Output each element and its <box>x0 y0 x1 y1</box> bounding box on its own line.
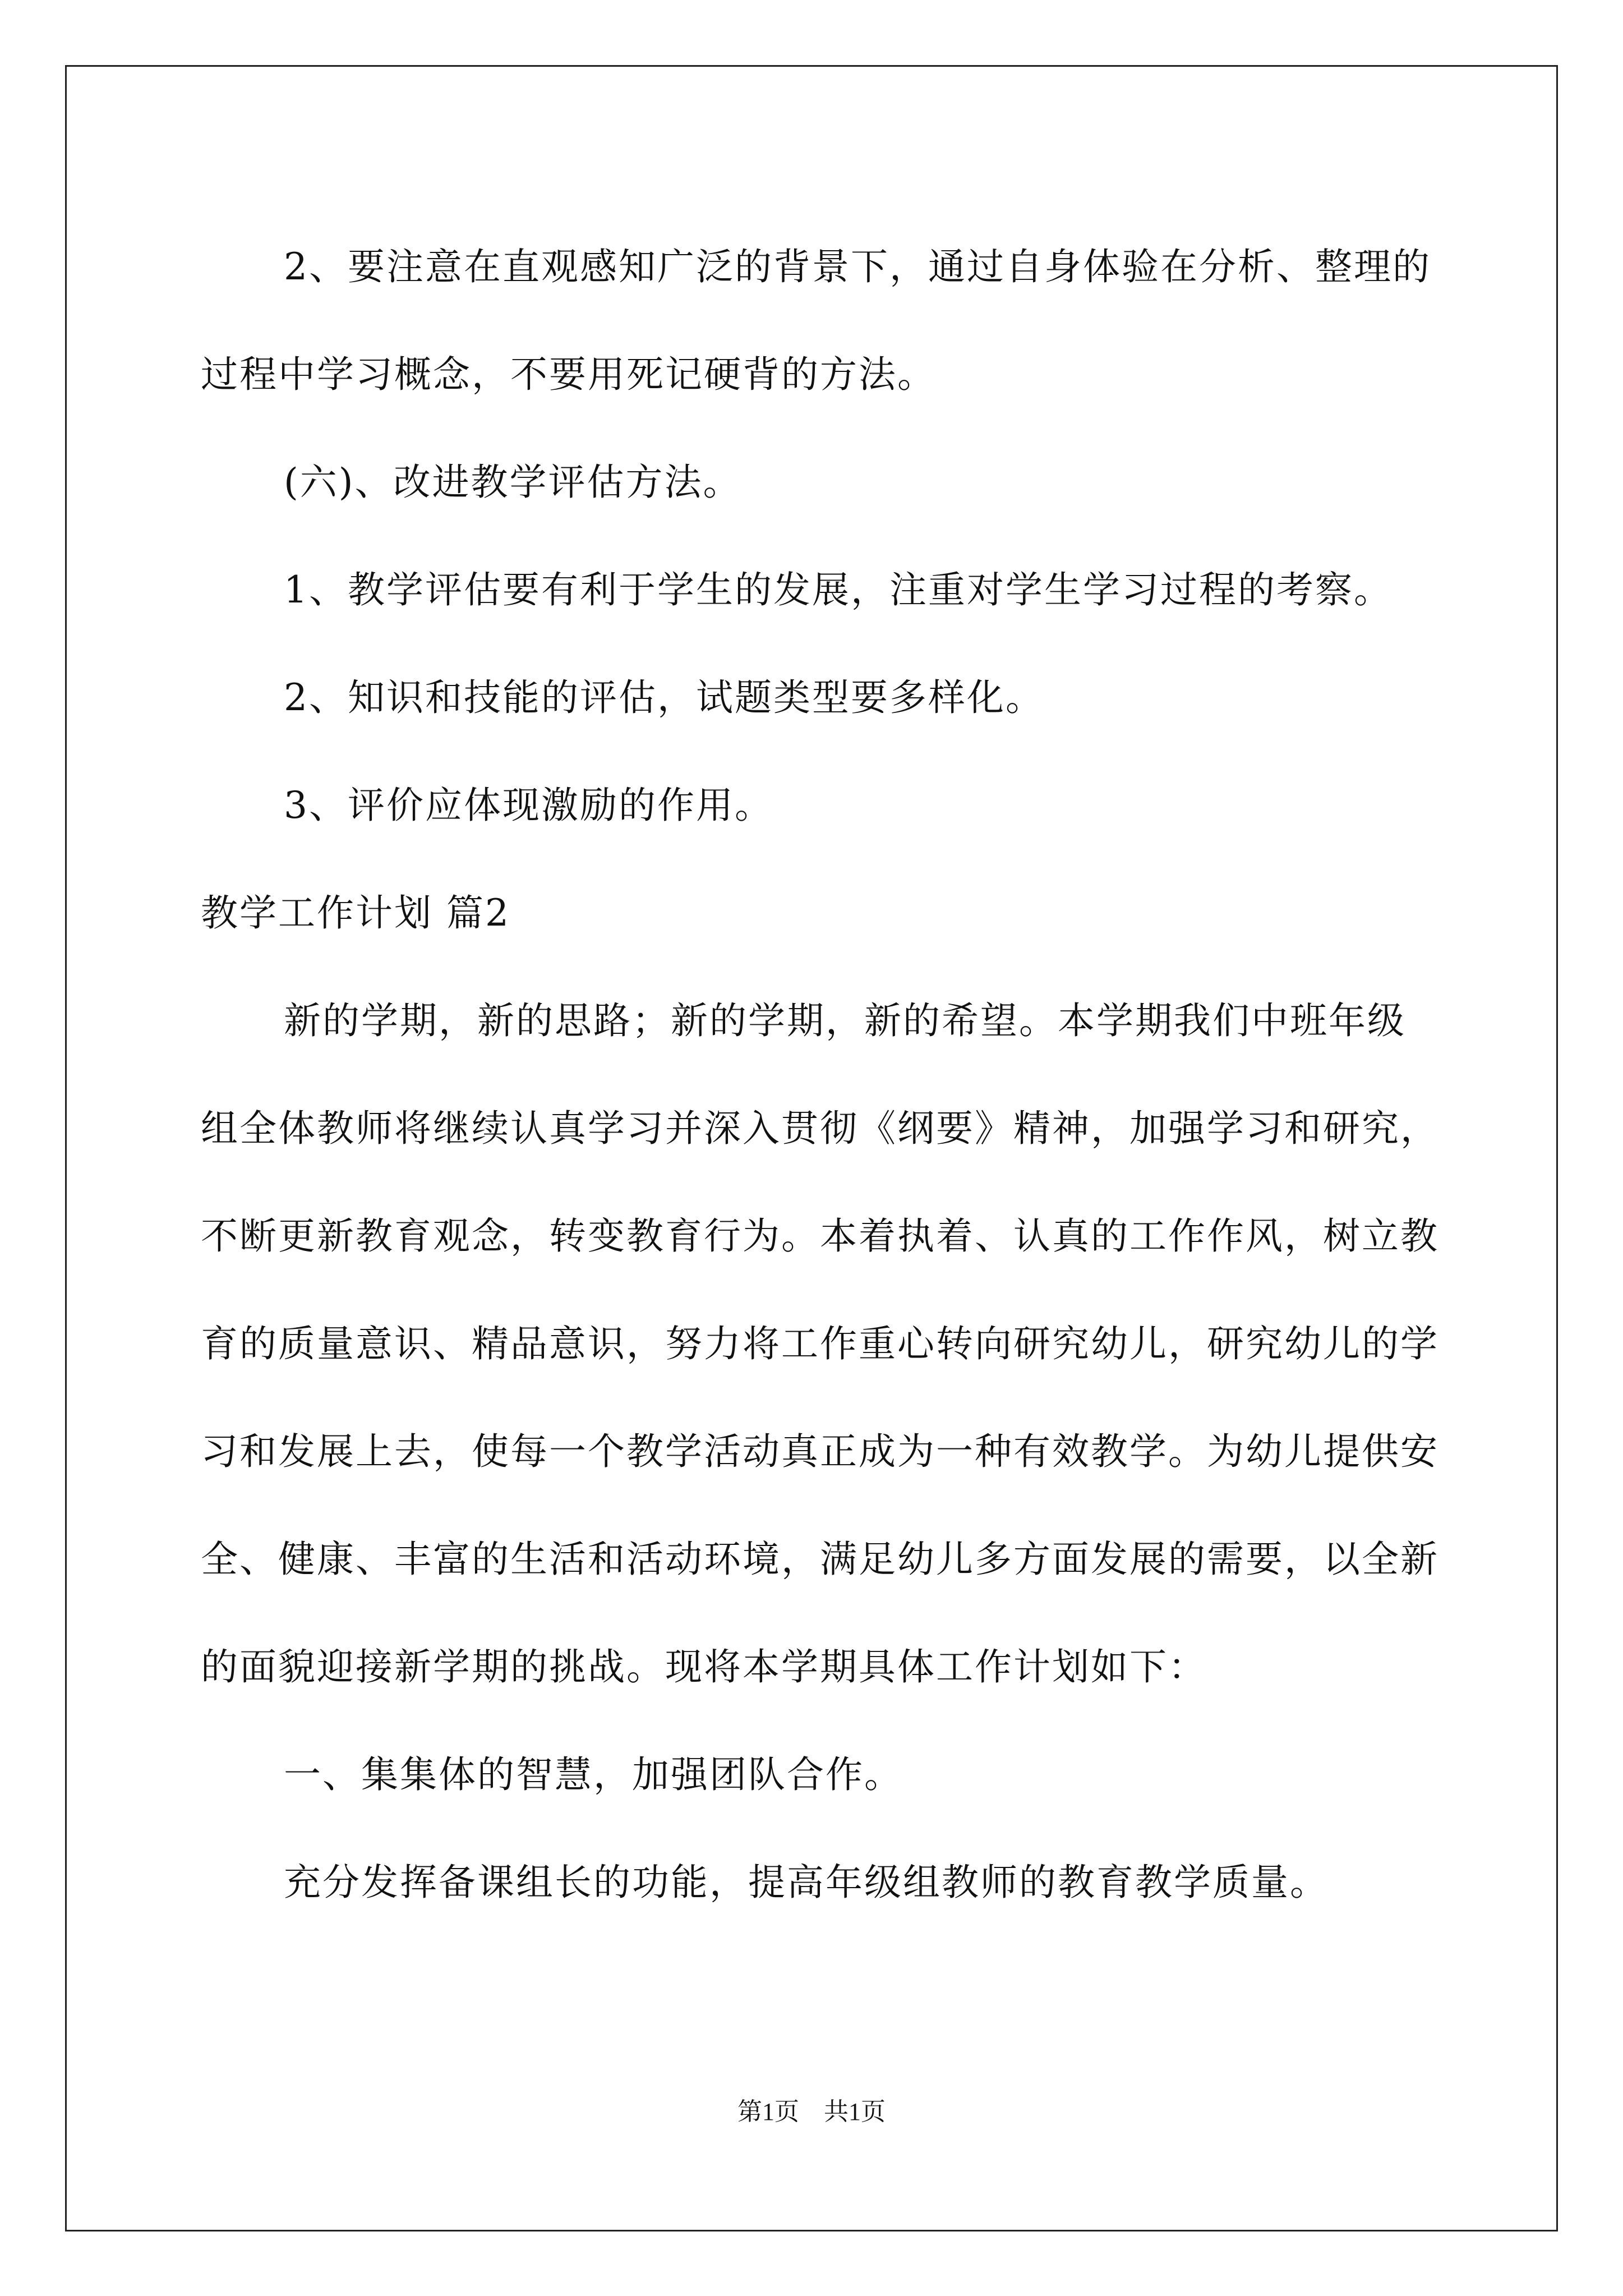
paragraph-assessment-point-3: 3、评价应体现激励的作用。 <box>284 784 773 827</box>
paragraph-section-six-heading: (六)、改进教学评估方法。 <box>284 461 742 504</box>
paragraph-assessment-point-1: 1、教学评估要有利于学生的发展，注重对学生学习过程的考察。 <box>284 568 1393 611</box>
paragraph-plan-intro: 新的学期，新的思路；新的学期，新的希望。本学期我们中班年级组全体教师将继续认真学习并深入贯彻《纲要》精神，加强学习和研究，不断更新教育观念，转变教育行为。本着执着、认真的工作作风，树立教育的质量意识、精品意识，努力将工作重心转向研究幼儿，研究幼儿的学习和发展上去，使每一个教学活动真正成为一种有效教学。为幼儿提供安全、健康、丰富的生活和活动环境，满足幼儿多方面发展的需要，以全新的面貌迎接新学期的挑战。现将本学期具体工作计划如下： <box>201 999 1439 1688</box>
page-number-footer: 第1页 共1页 <box>737 2098 886 2125</box>
paragraph-plan-item-1-detail: 充分发挥备课组长的功能，提高年级组教师的教育教学质量。 <box>284 1861 1329 1904</box>
paragraph-assessment-point-2: 2、知识和技能的评估，试题类型要多样化。 <box>284 676 1044 719</box>
document-body <box>201 213 1440 1936</box>
paragraph-evaluation-point-2a: 2、要注意在直观感知广泛的背景下，通过自身体验在分析、整理的过程中学习概念，不要用死记硬背的方法。 <box>201 245 1431 396</box>
paragraph-plan-item-1: 一、集集体的智慧，加强团队合作。 <box>284 1753 903 1796</box>
section-heading-plan-2: 教学工作计划 篇2 <box>201 891 510 935</box>
